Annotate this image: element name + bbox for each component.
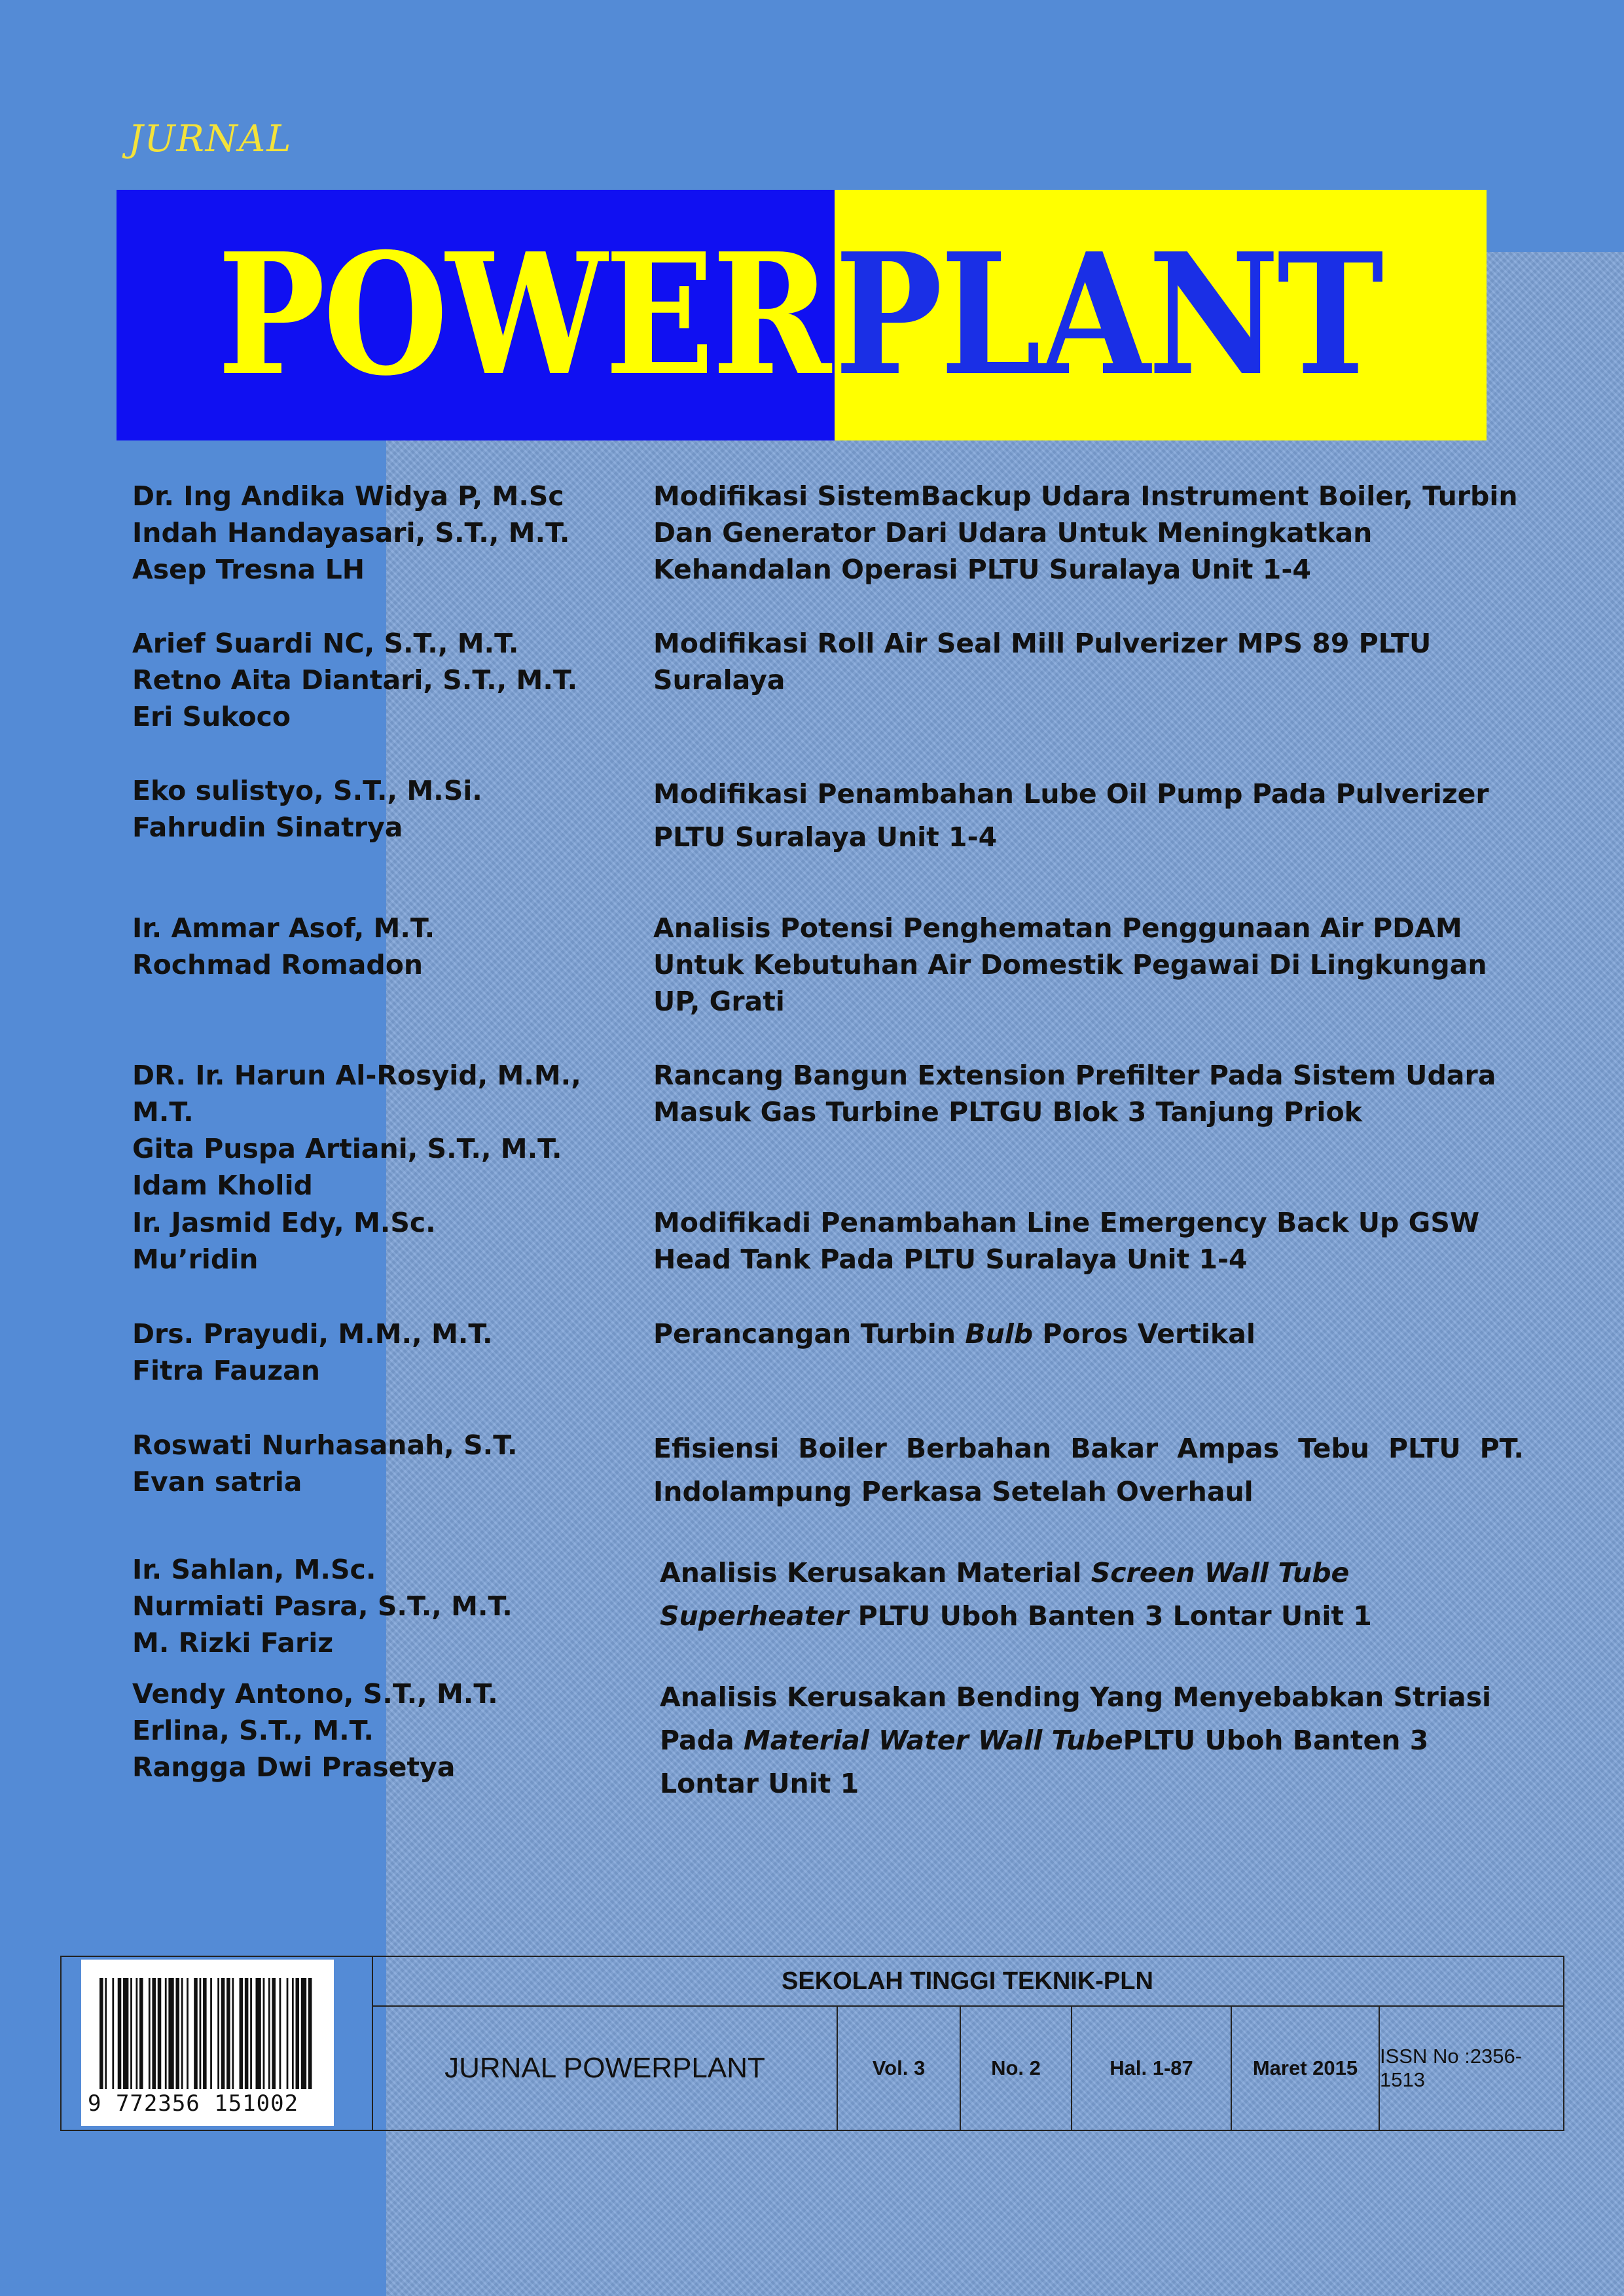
barcode-bars	[99, 1978, 316, 2089]
article-title	[653, 910, 1524, 1020]
barcode-bar	[165, 1978, 167, 2089]
barcode-bar	[130, 1978, 132, 2089]
pages: Hal. 1-87	[1110, 2056, 1193, 2079]
author-name: Indah Handayasari, S.T., M.T.	[132, 517, 570, 548]
article-authors	[132, 625, 630, 735]
barcode-bar	[217, 1978, 219, 2089]
barcode-bar	[280, 1978, 281, 2089]
author-name: Mu’ridin	[132, 1244, 259, 1275]
article-authors	[132, 910, 630, 983]
footer-table	[60, 1956, 1564, 2131]
author-name: Drs. Prayudi, M.M., M.T.	[132, 1318, 493, 1350]
title-segment: Modifikasi Roll Air Seal Mill Pulverizer MPS 89 PLTU Suralaya	[653, 628, 1432, 696]
author-name: Nurmiati Pasra, S.T., M.T.	[132, 1590, 513, 1622]
title-segment: Modifikasi SistemBackup Udara Instrument Boiler, Turbin Dan Generator Dari Udara Untuk Meningkatkan Kehandalan Operasi PLTU Suralaya Unit 1-4	[653, 480, 1518, 585]
title-segment: Analisis Potensi Penghematan Penggunaan Air PDAM Untuk Kebutuhan Air Domestik Pegawai Di Lingkungan UP, Grati	[653, 912, 1487, 1017]
volume: Vol. 3	[872, 2056, 926, 2079]
article-title	[660, 1676, 1530, 1805]
publisher-name: SEKOLAH TINGGI TEKNIK-PLN	[782, 1967, 1153, 1995]
barcode-bar	[292, 1978, 294, 2089]
barcode-bar	[149, 1978, 151, 2089]
issue-number: No. 2	[991, 2056, 1041, 2079]
author-name: Erlina, S.T., M.T.	[132, 1715, 374, 1746]
barcode-bar	[168, 1978, 173, 2089]
title-segment: Modifikadi Penambahan Line Emergency Back Up GSW Head Tank Pada PLTU Suralaya Unit 1-4	[653, 1207, 1480, 1275]
author-name: Dr. Ing Andika Widya P, M.Sc	[132, 480, 564, 512]
barcode-bar	[295, 1978, 299, 2089]
article-title	[653, 1316, 1524, 1352]
barcode-bar	[245, 1978, 249, 2089]
article-title	[653, 478, 1524, 588]
title-segment: Material Water Wall Tube	[743, 1725, 1123, 1756]
barcode-bar	[263, 1978, 265, 2089]
barcode-bar	[272, 1978, 276, 2089]
author-name: Evan satria	[132, 1466, 302, 1498]
barcode-bar	[105, 1978, 107, 2089]
barcode-bar	[139, 1978, 143, 2089]
barcode-bar	[210, 1978, 212, 2089]
author-name: Vendy Antono, S.T., M.T.	[132, 1678, 498, 1710]
barcode-bar	[301, 1978, 306, 2089]
title-segment: Efisiensi Boiler Berbahan Bakar Ampas Tebu PLTU PT. Indolampung Perkasa Setelah Overhaul	[653, 1433, 1524, 1507]
title-segment: Analisis Kerusakan Bending Yang Menyebabkan Striasi Pada	[660, 1681, 1492, 1756]
title-segment: Perancangan Turbin	[653, 1318, 965, 1350]
title-segment: PLTU Uboh Banten 3 Lontar Unit 1	[660, 1725, 1429, 1799]
barcode	[81, 1960, 334, 2126]
article-authors	[132, 1204, 630, 1278]
title-segment: Poros Vertikal	[1033, 1318, 1255, 1350]
article-authors	[132, 478, 630, 588]
barcode-bar	[135, 1978, 137, 2089]
barcode-bar	[250, 1978, 252, 2089]
author-name: DR. Ir. Harun Al-Rosyid, M.M., M.T.	[132, 1060, 581, 1128]
barcode-bar	[240, 1978, 244, 2089]
journal-name: JURNAL POWERPLANT	[444, 2052, 765, 2084]
article-title	[653, 1427, 1524, 1513]
barcode-bar	[123, 1978, 128, 2089]
barcode-bar	[200, 1978, 202, 2089]
author-name: Eri Sukoco	[132, 701, 291, 732]
barcode-bar	[99, 1978, 103, 2089]
barcode-bar	[268, 1978, 270, 2089]
title-segment: Analisis Kerusakan Material	[660, 1557, 1091, 1588]
issn: ISSN No :2356-1513	[1380, 2045, 1523, 2091]
barcode-bar	[232, 1978, 234, 2089]
title-segment: PLTU Uboh Banten 3 Lontar Unit 1	[848, 1600, 1372, 1632]
author-name: Eko sulistyo, S.T., M.Si.	[132, 775, 482, 806]
article-authors	[132, 1057, 630, 1204]
author-name: Rochmad Romadon	[132, 949, 424, 980]
author-name: Idam Kholid	[132, 1170, 313, 1201]
barcode-bar	[118, 1978, 122, 2089]
author-name: Fahrudin Sinatrya	[132, 812, 403, 843]
article-authors	[132, 1316, 630, 1389]
author-name: Rangga Dwi Prasetya	[132, 1751, 456, 1783]
article-authors	[132, 1427, 630, 1500]
author-name: Asep Tresna LH	[132, 554, 365, 585]
barcode-bar	[181, 1978, 183, 2089]
title-segment: Rancang Bangun Extension Prefilter Pada Sistem Udara Masuk Gas Turbine PLTGU Blok 3 Tanjung Priok	[653, 1060, 1496, 1128]
title-segment: Bulb	[965, 1318, 1034, 1350]
author-name: Ir. Sahlan, M.Sc.	[132, 1554, 376, 1585]
article-authors	[132, 1551, 630, 1661]
author-name: Ir. Ammar Asof, M.T.	[132, 912, 435, 944]
article-authors	[132, 1676, 630, 1785]
author-name: Retno Aita Diantari, S.T., M.T.	[132, 664, 578, 696]
article-authors	[132, 772, 630, 846]
barcode-bar	[226, 1978, 230, 2089]
author-name: Fitra Fauzan	[132, 1355, 320, 1386]
title-segment: Screen Wall Tube Superheater	[660, 1557, 1350, 1632]
barcode-bar	[152, 1978, 156, 2089]
masthead-word-power: POWER	[217, 217, 829, 413]
title-segment: Modifikasi Penambahan Lube Oil Pump Pada Pulverizer PLTU Suralaya Unit 1-4	[653, 778, 1489, 853]
barcode-bar	[187, 1978, 189, 2089]
article-title	[653, 772, 1524, 859]
masthead	[117, 190, 1487, 440]
journal-kicker: JURNAL	[128, 118, 293, 160]
barcode-digits: 9 772356 151002	[88, 2090, 299, 2117]
barcode-bar	[255, 1978, 261, 2089]
masthead-right-panel	[835, 190, 1487, 440]
author-name: M. Rizki Fariz	[132, 1627, 334, 1659]
masthead-word-plant: PLANT	[835, 217, 1382, 413]
author-name: Gita Puspa Artiani, S.T., M.T.	[132, 1133, 562, 1164]
barcode-bar	[158, 1978, 162, 2089]
barcode-bar	[221, 1978, 225, 2089]
barcode-bar	[112, 1978, 114, 2089]
article-title	[653, 1204, 1524, 1278]
article-title	[653, 625, 1524, 698]
barcode-bar	[203, 1978, 207, 2089]
barcode-bar	[175, 1978, 179, 2089]
issue-date: Maret 2015	[1252, 2056, 1358, 2079]
author-name: Arief Suardi NC, S.T., M.T.	[132, 628, 519, 659]
author-name: Roswati Nurhasanah, S.T.	[132, 1429, 518, 1461]
barcode-bar	[308, 1978, 312, 2089]
author-name: Ir. Jasmid Edy, M.Sc.	[132, 1207, 436, 1238]
masthead-left-panel	[117, 190, 835, 440]
article-title	[660, 1551, 1530, 1638]
article-title	[653, 1057, 1524, 1130]
barcode-bar	[194, 1978, 198, 2089]
barcode-bar	[287, 1978, 289, 2089]
